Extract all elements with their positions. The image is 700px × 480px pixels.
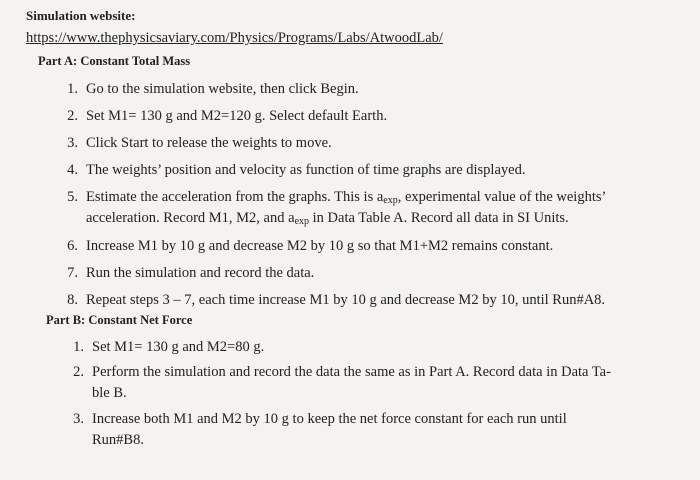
part-b-title: Part B: Constant Net Force <box>46 313 193 327</box>
simulation-url-link[interactable]: https://www.thephysicsaviary.com/Physics/Programs/Labs/AtwoodLab/ <box>26 30 443 46</box>
part-a-title: Part A: Constant Total Mass <box>38 54 191 68</box>
simulation-website-label: Simulation website: <box>26 8 136 23</box>
document-page: Simulation website: https://www.thephysicsaviary.com/Physics/Programs/Labs/AtwoodLab/ Part A: Constant Total Mass 1. Go to the simulation website, then click Begin. 2. Set M1= 130 g and M2=120 g. Select default Earth. 3. Click Start to release the weights to move. 4. The weights’ position and velocity as function of time graphs are displayed. 5. Estimate the acceleration from the graphs. This is $a_{exp}$, experimental value of the weights’ acceleration. Record M1, M2, and $a_{exp}$ in Data Table A. Record all data in SI Units. 6. Increase M1 by 10 g and decrease M2 by 10 g so that M1+M2 remains constant. 7. Run the simulation and record the data. 8. Repeat steps 3 – 7, each time increase M1 by 10 g and decrease M2 by 10, until Run#A8. Part B: Constant Net Force 1. Set M1= 130 g and M2=80 g. 2. Perform the simulation and record the data the same as in Part A. Record data in Data Ta- ble B. 3. Increase both M1 and M2 by 10 g to keep the net force constant for each run until Run#B8. <box>26 8 611 448</box>
